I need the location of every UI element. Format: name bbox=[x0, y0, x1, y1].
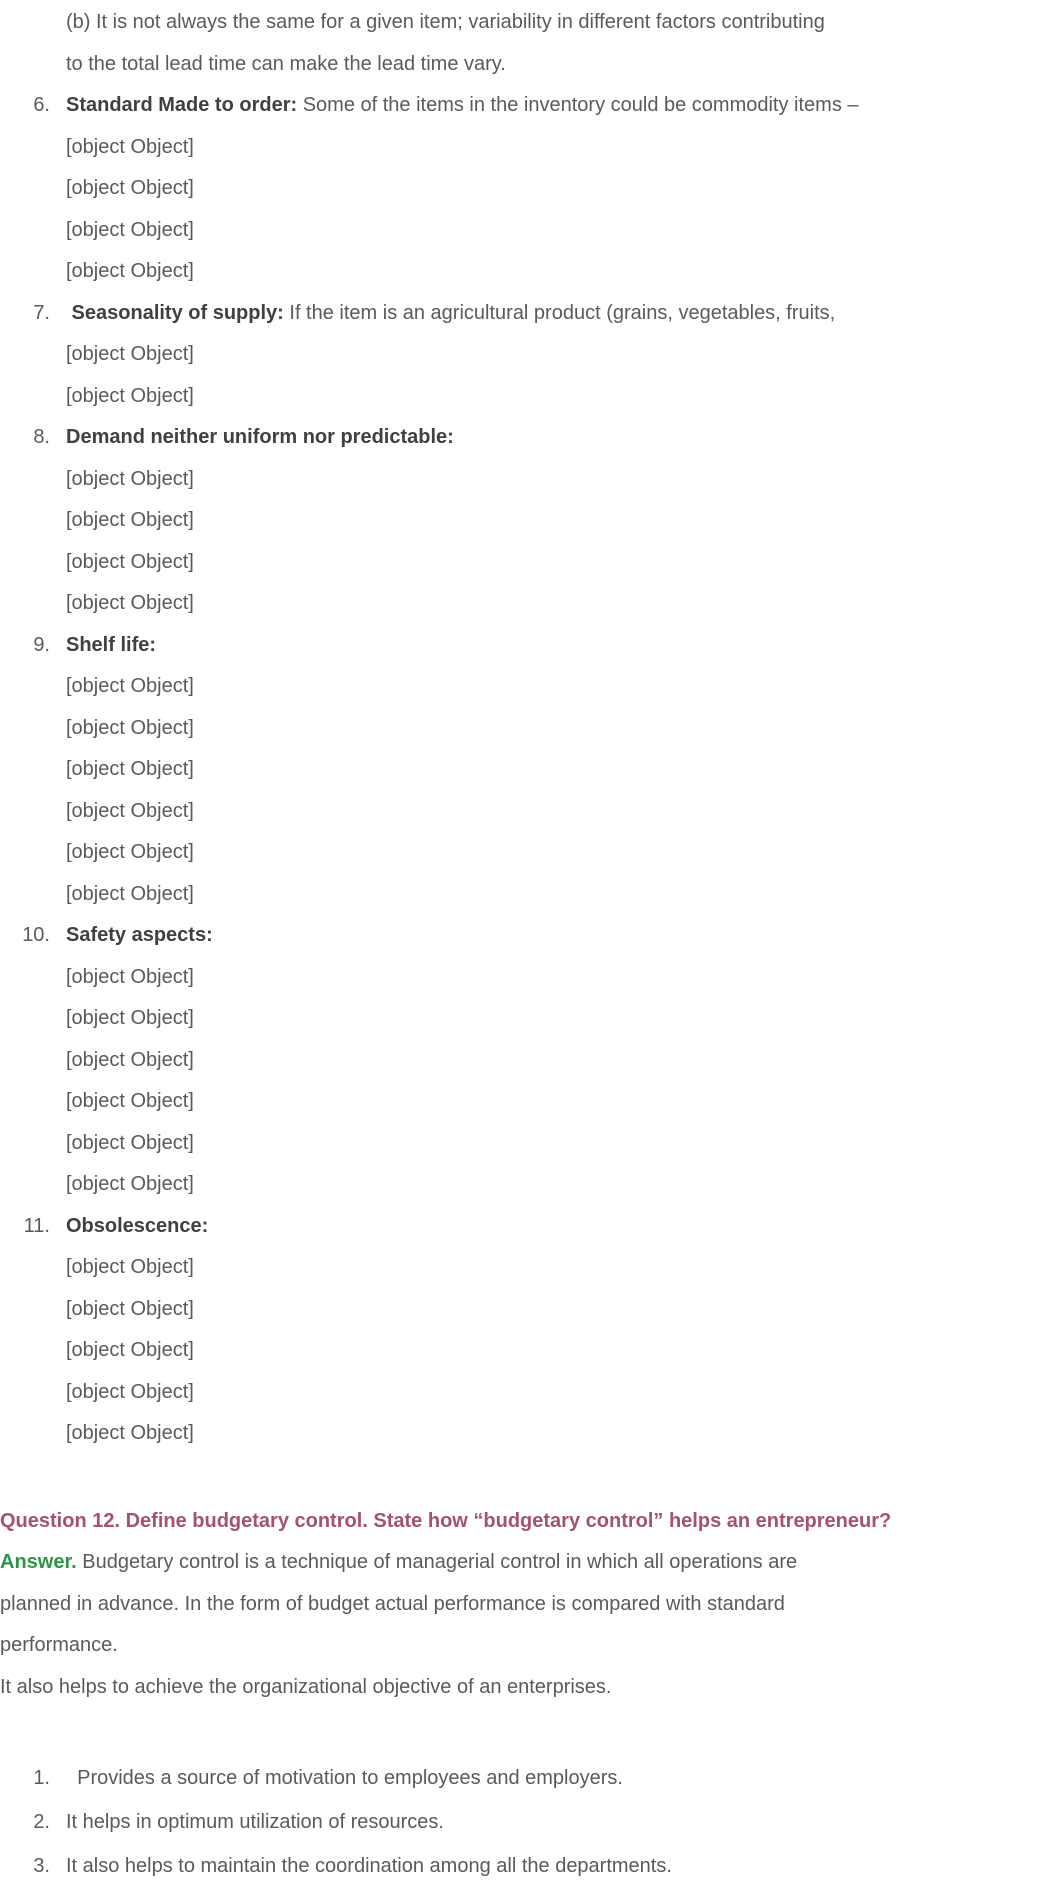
text-line: [object Object] bbox=[66, 965, 194, 988]
text-line: [object Object] bbox=[66, 799, 194, 822]
text-line: [object Object] bbox=[66, 509, 194, 531]
text-line: Seasonality of supply: If the item is an agricultural product (grains, vegetables, fruits, bbox=[66, 301, 836, 324]
text-line: [object Object] bbox=[66, 135, 194, 158]
benefit-item bbox=[0, 1800, 1053, 1844]
item-heading: Standard Made to order: bbox=[66, 94, 298, 116]
text-line: (b) It is not always the same for a given item; variability in different factors contributing bbox=[66, 11, 825, 33]
text-line: [object Object] bbox=[66, 1048, 194, 1071]
list-number: 10. bbox=[22, 924, 50, 946]
question-section bbox=[0, 1501, 1053, 1709]
text-line: [object Object] bbox=[66, 384, 194, 407]
text-line: [object Object] bbox=[66, 1339, 194, 1361]
text-line: It also helps to maintain the coordination among all the departments. bbox=[66, 1855, 672, 1877]
text-line: [object Object] bbox=[66, 467, 194, 490]
list-number: 8. bbox=[33, 426, 50, 448]
list-item-6 bbox=[0, 85, 1053, 293]
text-line: [object Object] bbox=[66, 841, 194, 863]
benefit-item bbox=[0, 1844, 1053, 1888]
question-heading: Question 12. Define budgetary control. State how “budgetary control” helps an entrepreneur? bbox=[0, 1509, 892, 1532]
text-line: [object Object] bbox=[66, 758, 194, 780]
continuation-paragraph bbox=[0, 2, 1053, 85]
text-line: [object Object] bbox=[66, 1297, 194, 1320]
item-heading: Obsolescence: bbox=[66, 1214, 209, 1237]
item-heading: Shelf life: bbox=[66, 633, 157, 656]
text-line: [object Object] bbox=[66, 1090, 194, 1112]
answer-note: It also helps to achieve the organizational objective of an enterprises. bbox=[0, 1675, 612, 1698]
item-heading: Safety aspects: bbox=[66, 924, 213, 946]
text-line: [object Object] bbox=[66, 1380, 194, 1403]
list-item-10 bbox=[0, 915, 1053, 1206]
benefit-item bbox=[0, 1756, 1053, 1800]
answer-paragraph-line: Answer. Budgetary control is a technique of managerial control in which all operations are bbox=[0, 1551, 798, 1573]
text-line: Provides a source of motivation to employees and employers. bbox=[66, 1767, 623, 1789]
answer-paragraph-line: planned in advance. In the form of budget actual performance is compared with standard bbox=[0, 1592, 785, 1615]
text-line: [object Object] bbox=[66, 1131, 194, 1154]
list-item-7 bbox=[0, 293, 1053, 418]
text-line: [object Object] bbox=[66, 550, 194, 573]
item-heading: Demand neither uniform nor predictable: bbox=[66, 426, 454, 448]
list-number: 1. bbox=[33, 1767, 50, 1789]
list-item-8 bbox=[0, 417, 1053, 625]
answer-label: Answer. bbox=[0, 1551, 77, 1573]
list-number: 6. bbox=[33, 94, 50, 116]
text-line: [object Object] bbox=[66, 1173, 194, 1195]
text-line: [object Object] bbox=[66, 260, 194, 282]
text-line: to the total lead time can make the lead time vary. bbox=[66, 52, 506, 75]
text-line: [object Object] bbox=[66, 1422, 194, 1444]
list-number: 3. bbox=[33, 1855, 50, 1877]
list-item-11 bbox=[0, 1206, 1053, 1455]
text-line bbox=[66, 915, 1053, 957]
text-line: [object Object] bbox=[66, 675, 194, 697]
text-line: Standard Made to order: Some of the items in the inventory could be commodity items – bbox=[66, 94, 859, 116]
text-line bbox=[66, 1206, 1053, 1248]
list-number: 2. bbox=[33, 1811, 50, 1833]
list-number: 11. bbox=[23, 1214, 50, 1237]
text-line: [object Object] bbox=[66, 218, 194, 241]
text-line: It helps in optimum utilization of resources. bbox=[66, 1811, 444, 1833]
text-line: [object Object] bbox=[66, 882, 194, 905]
text-line bbox=[66, 417, 1053, 459]
text-line: [object Object] bbox=[66, 343, 194, 365]
list-number: 7. bbox=[33, 301, 50, 324]
text-line: [object Object] bbox=[66, 592, 194, 614]
text-line: [object Object] bbox=[66, 177, 194, 199]
text-line bbox=[66, 625, 1053, 667]
text-line: [object Object] bbox=[66, 716, 194, 739]
list-item-9 bbox=[0, 625, 1053, 916]
item-heading: Seasonality of supply: bbox=[66, 301, 284, 324]
answer-paragraph-line: performance. bbox=[0, 1634, 118, 1656]
text-line: [object Object] bbox=[66, 1007, 194, 1029]
benefits-list bbox=[0, 1756, 1053, 1888]
list-number: 9. bbox=[33, 633, 50, 656]
text-line: [object Object] bbox=[66, 1256, 194, 1278]
